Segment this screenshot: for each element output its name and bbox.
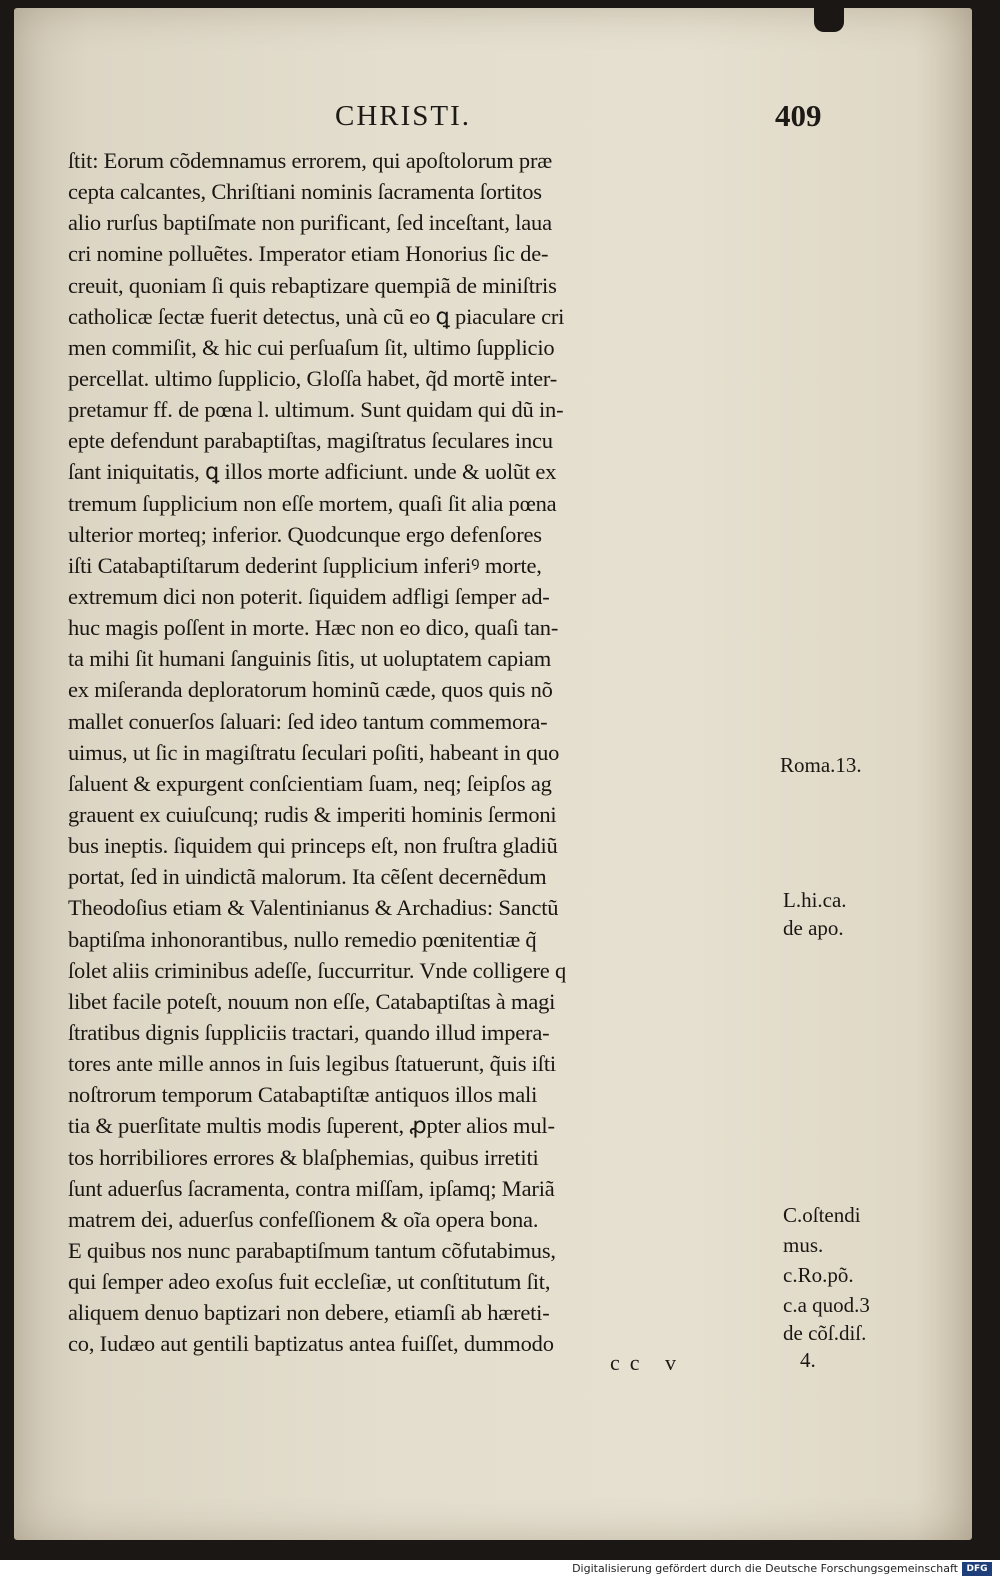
text-line: noſtrorum temporum Catabaptiſtæ antiquos illos mali bbox=[68, 1082, 538, 1108]
margin-note-ost-line-6: 4. bbox=[800, 1348, 816, 1372]
margin-note-ost-line-2: mus. bbox=[783, 1233, 824, 1257]
text-line: ſant iniquitatis, ꝗ illos morte adficiunt. unde & uolũt ex bbox=[68, 459, 557, 485]
footer-bar bbox=[0, 1560, 1000, 1579]
text-line: uimus, ut ſic in magiſtratu ſeculari poſiti, habeant in quo bbox=[68, 739, 560, 765]
text-line: huc magis poſſent in morte. Hæc non eo dico, quaſi tan- bbox=[68, 615, 559, 641]
text-line: pretamur ff. de pœna l. ultimum. Sunt quidam qui dũ in- bbox=[68, 397, 564, 423]
text-line: mallet conuerſos ſaluari: ſed ideo tantum commemora- bbox=[68, 708, 548, 734]
text-line: iſti Catabaptiſtarum dederint ſupplicium inferiꝰ morte, bbox=[68, 552, 542, 578]
text-line: Theodoſius etiam & Valentinianus & Archadius: Sanctũ bbox=[68, 895, 559, 921]
text-line: portat, ſed in uindictã malorum. Ita cẽſent decernẽdum bbox=[68, 864, 547, 890]
text-line: ulterior morteq; inferior. Quodcunque ergo defenſores bbox=[68, 521, 542, 547]
text-line: tremum ſupplicium non eſſe mortem, quaſi ſit alia pœna bbox=[68, 490, 557, 516]
text-line: libet facile poteſt, nouum non eſſe, Catabaptiſtas à magi bbox=[68, 988, 556, 1014]
text-line: ta mihi ſit humani ſanguinis ſitis, ut uoluptatem capiam bbox=[68, 646, 552, 672]
text-line: qui ſemper adeo exoſus fuit eccleſiæ, ut conſtitutum ſit, bbox=[68, 1269, 551, 1295]
text-line: ſolet aliis criminibus adeſſe, ſuccurritur. Vnde colligere q bbox=[68, 957, 567, 983]
text-line: epte defendunt parabaptiſtas, magiſtratus ſeculares incu bbox=[68, 428, 553, 454]
text-line: cri nomine polluẽtes. Imperator etiam Honorius ſic de- bbox=[68, 241, 549, 267]
text-line: matrem dei, aduerſus confeſſionem & oĩa opera bona. bbox=[68, 1206, 539, 1232]
text-line: ex miſeranda deploratorum hominũ cæde, quos quis nõ bbox=[68, 677, 553, 703]
margin-note-ost-line-1: C.oſtendi bbox=[783, 1203, 861, 1227]
text-line: ſtit: Eorum cõdemnamus errorem, qui apoſtolorum præ bbox=[68, 148, 553, 173]
text-line: grauent ex cuiuſcunq; rudis & imperiti hominis ſermoni bbox=[68, 801, 557, 827]
margin-note-ost-line-5: de cõſ.diſ. bbox=[783, 1321, 867, 1345]
text-line: ſaluent & expurgent conſcientiam ſuam, neq; ſeipſos ag bbox=[68, 770, 552, 796]
text-line: bus ineptis. ſiquidem qui princeps eſt, non fruſtra gladiũ bbox=[68, 833, 558, 859]
text-line: E quibus nos nunc parabaptiſmum tantum cõfutabimus, bbox=[68, 1237, 556, 1263]
text-line: ſtratibus dignis ſuppliciis tractari, quando illud impera- bbox=[68, 1019, 550, 1045]
text-line: tos horribiliores errores & blaſphemias, quibus irretiti bbox=[68, 1144, 539, 1170]
signature-mark: cc v bbox=[610, 1350, 687, 1375]
page-number: 409 bbox=[775, 98, 822, 133]
page-tear bbox=[814, 8, 844, 32]
text-line: tia & puerſitate multis modis ſuperent, ꝓpter alios mul- bbox=[68, 1113, 555, 1139]
digitization-credit: Digitalisierung gefördert durch die Deutsche Forschungsgemeinschaft bbox=[572, 1562, 958, 1575]
text-line: aliquem denuo baptizari non debere, etiamſi ab hæreti- bbox=[68, 1300, 550, 1326]
text-line: baptiſma inhonorantibus, nullo remedio pœnitentiæ q̃ bbox=[68, 926, 537, 952]
margin-note-ost-line-3: c.Ro.põ. bbox=[783, 1263, 854, 1287]
margin-note-ost-line-4: c.a quod.3 bbox=[783, 1293, 870, 1317]
text-line: cepta calcantes, Chriſtiani nominis ſacramenta ſortitos bbox=[68, 179, 542, 205]
text-line: catholicæ ſectæ fuerit detectus, unà cũ eo ꝗ piaculare cri bbox=[68, 303, 565, 329]
text-line: ſunt aduerſus ſacramenta, contra miſſam, ipſamq; Mariã bbox=[68, 1175, 555, 1201]
text-line: tores ante mille annos in ſuis legibus ſtatuerunt, q̃uis iſti bbox=[68, 1051, 556, 1077]
text-line: extremum dici non poterit. ſiquidem adfligi ſemper ad- bbox=[68, 583, 550, 609]
margin-note-roma: Roma.13. bbox=[780, 753, 862, 777]
dfg-logo: DFG bbox=[962, 1562, 992, 1576]
text-line: percellat. ultimo ſupplicio, Gloſſa habet, q̃d mortẽ inter- bbox=[68, 365, 558, 391]
text-line: creuit, quoniam ſi quis rebaptizare quempiã de miniſtris bbox=[68, 272, 557, 298]
running-head: CHRISTI. bbox=[335, 100, 472, 132]
margin-note-lex-line-1: L.hi.ca. bbox=[783, 888, 847, 912]
text-line: co, Iudæo aut gentili baptizatus antea fuiſſet, dummodo bbox=[68, 1331, 554, 1357]
body-text bbox=[68, 145, 788, 1359]
margin-note-lex-line-2: de apo. bbox=[783, 916, 844, 940]
text-line: alio rurſus baptiſmate non purificant, ſed inceſtant, laua bbox=[68, 210, 552, 236]
text-line: men commiſit, & hic cui perſuaſum ſit, ultimo ſupplicio bbox=[68, 334, 555, 360]
